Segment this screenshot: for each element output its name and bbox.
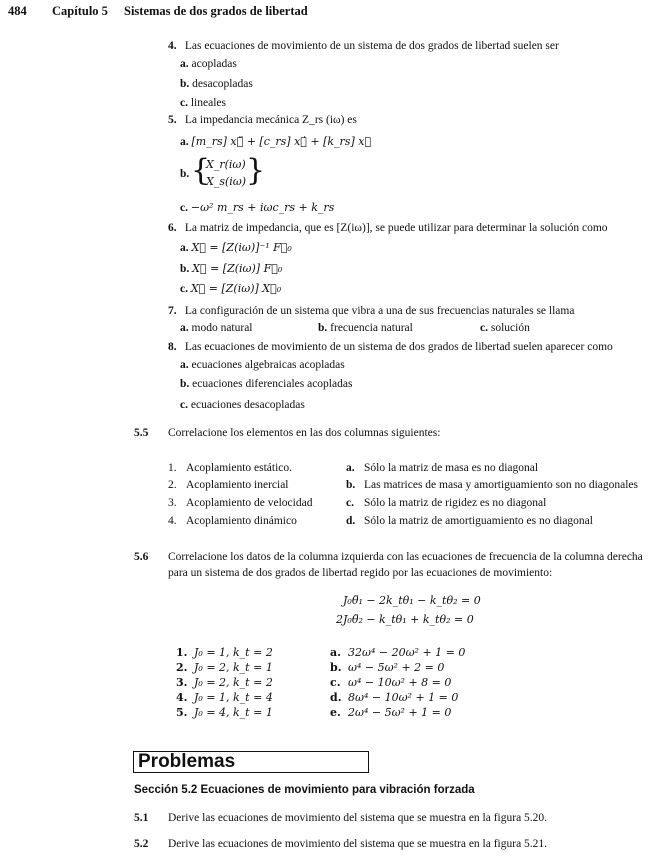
option-letter: a.: [180, 136, 189, 148]
exercise-number: 5.6: [134, 551, 149, 563]
option-c: [180, 399, 305, 411]
exercise-number: 5.5: [134, 427, 149, 439]
page-number: 484: [8, 4, 27, 18]
problem-text: Derive las ecuaciones de movimiento del sistema que se muestra en la figura 5.21.: [168, 838, 548, 850]
option-b: [180, 168, 189, 180]
left-brace: {: [191, 153, 211, 188]
exercise-text-line2: para un sistema de dos grados de libertad regido por las ecuaciones de movimiento:: [168, 567, 553, 579]
option-letter: b.: [180, 378, 190, 390]
option-b: [180, 262, 282, 275]
option-formula: X⃗ = [Z(iω)] F⃗₀: [192, 262, 283, 275]
question-4: [168, 40, 559, 52]
option-text: frecuencia natural: [330, 322, 413, 334]
equation-2: 2J₀θ̈₂ − k_tθ₁ + k_tθ₂ = 0: [336, 613, 474, 626]
option-letter: c.: [180, 97, 188, 109]
option-letter: a.: [180, 359, 189, 371]
question-number: 4.: [168, 40, 177, 52]
option-text: ecuaciones algebraicas acopladas: [191, 359, 345, 371]
option-letter: a.: [180, 242, 189, 254]
problem-text: Derive las ecuaciones de movimiento del sistema que se muestra en la figura 5.20.: [168, 812, 548, 824]
match-right-item: a. Sólo la matriz de masa es no diagonal: [346, 462, 539, 474]
match-left-item: 3. Acoplamiento de velocidad: [168, 497, 313, 509]
frequency-equation: c. ω⁴ − 10ω² + 8 = 0: [330, 676, 452, 689]
vector-entry: X_s(iω): [206, 175, 247, 188]
equation-1: J₀θ̈₁ − 2k_tθ₁ − k_tθ₂ = 0: [343, 594, 481, 607]
question-text: La configuración de un sistema que vibra a una de sus frecuencias naturales se llama: [184, 305, 575, 317]
match-right-item: c. Sólo la matriz de rigidez es no diagonal: [346, 497, 547, 509]
match-left-item: 2. Acoplamiento inercial: [168, 479, 289, 491]
option-text: acopladas: [191, 58, 237, 70]
option-a: [180, 322, 253, 334]
option-text: ecuaciones diferenciales acopladas: [192, 378, 353, 390]
exercise-text: Correlacione los elementos en las dos columnas siguientes:: [168, 427, 441, 439]
question-text: Las ecuaciones de movimiento de un sistema de dos grados de libertad suelen ser: [184, 40, 559, 52]
option-letter: c.: [180, 399, 188, 411]
question-number: 8.: [168, 341, 177, 353]
option-a: [180, 241, 292, 254]
option-letter: b.: [180, 78, 190, 90]
option-formula: X⃗ = [Z(iω)]⁻¹ F⃗₀: [191, 241, 292, 254]
question-6: [168, 222, 608, 234]
match-left-item: 1. Acoplamiento estático.: [168, 462, 293, 474]
option-a: [180, 58, 237, 70]
option-formula: −ω² m_rs + iωc_rs + k_rs: [190, 201, 335, 214]
option-letter: a.: [180, 58, 189, 70]
question-8: [168, 341, 613, 353]
option-a: [180, 135, 371, 148]
frequency-equation: a. 32ω⁴ − 20ω² + 1 = 0: [330, 646, 466, 659]
problem-number: 5.2: [134, 838, 149, 850]
option-letter: b.: [180, 168, 190, 180]
option-c: [180, 201, 334, 214]
chapter-label: Capítulo 5: [52, 4, 108, 18]
data-item: 4. J₀ = 1, k_t = 4: [176, 691, 273, 704]
question-number: 7.: [168, 305, 177, 317]
question-5: [168, 114, 357, 126]
option-b: [180, 378, 352, 390]
question-text: La impedancia mecánica Z_rs (iω) es: [184, 114, 357, 126]
problem-number: 5.1: [134, 812, 149, 824]
question-text: Las ecuaciones de movimiento de un sistema de dos grados de libertad suelen aparecer como: [184, 341, 613, 353]
frequency-equation: d. 8ω⁴ − 10ω² + 1 = 0: [330, 691, 459, 704]
option-text: lineales: [190, 97, 226, 109]
frequency-equation: b. ω⁴ − 5ω² + 2 = 0: [330, 661, 445, 674]
data-item: 1. J₀ = 1, k_t = 2: [176, 646, 273, 659]
problems-heading-box: [133, 751, 369, 773]
option-letter: c.: [180, 283, 188, 295]
option-a: [180, 359, 345, 371]
data-item: 5. J₀ = 4, k_t = 1: [176, 706, 273, 719]
question-7: [168, 305, 574, 317]
match-left-item: 4. Acoplamiento dinámico: [168, 515, 297, 527]
exercise-text-line1: Correlacione los datos de la columna izquierda con las ecuaciones de frecuencia de la columna derecha: [168, 551, 643, 563]
option-letter: b.: [180, 263, 190, 275]
option-formula: [m_rs] x⃗̈ + [c_rs] x⃗̇ + [k_rs] x⃗: [191, 135, 372, 148]
option-c: [180, 97, 226, 109]
option-letter: a.: [180, 322, 189, 334]
option-b: [180, 78, 253, 90]
question-number: 6.: [168, 222, 177, 234]
problems-heading: Problemas: [138, 751, 236, 772]
option-c: [180, 282, 281, 295]
option-text: solución: [490, 322, 530, 334]
option-letter: c.: [480, 322, 488, 334]
match-right-item: d. Sólo la matriz de amortiguamiento es no diagonal: [346, 515, 593, 527]
section-heading: Sección 5.2 Ecuaciones de movimiento para vibración forzada: [134, 784, 475, 796]
vector-entry: X_r(iω): [206, 158, 246, 171]
data-item: 3. J₀ = 2, k_t = 2: [176, 676, 273, 689]
question-number: 5.: [168, 114, 177, 126]
question-text: La matriz de impedancia, que es [Z(iω)], se puede utilizar para determinar la solución como: [184, 222, 608, 234]
option-letter: b.: [318, 322, 328, 334]
option-letter: c.: [180, 202, 188, 214]
option-formula: X⃗ = [Z(iω)] X⃗₀: [190, 282, 282, 295]
option-b: [318, 322, 413, 334]
match-right-item: b. Las matrices de masa y amortiguamiento son no diagonales: [346, 479, 639, 491]
option-text: desacopladas: [192, 78, 253, 90]
chapter-title: Sistemas de dos grados de libertad: [124, 4, 308, 18]
option-c: [480, 322, 530, 334]
right-brace: }: [246, 153, 266, 188]
option-text: modo natural: [191, 322, 253, 334]
data-item: 2. J₀ = 2, k_t = 1: [176, 661, 273, 674]
option-text: ecuaciones desacopladas: [190, 399, 305, 411]
frequency-equation: e. 2ω⁴ − 5ω² + 1 = 0: [330, 706, 452, 719]
